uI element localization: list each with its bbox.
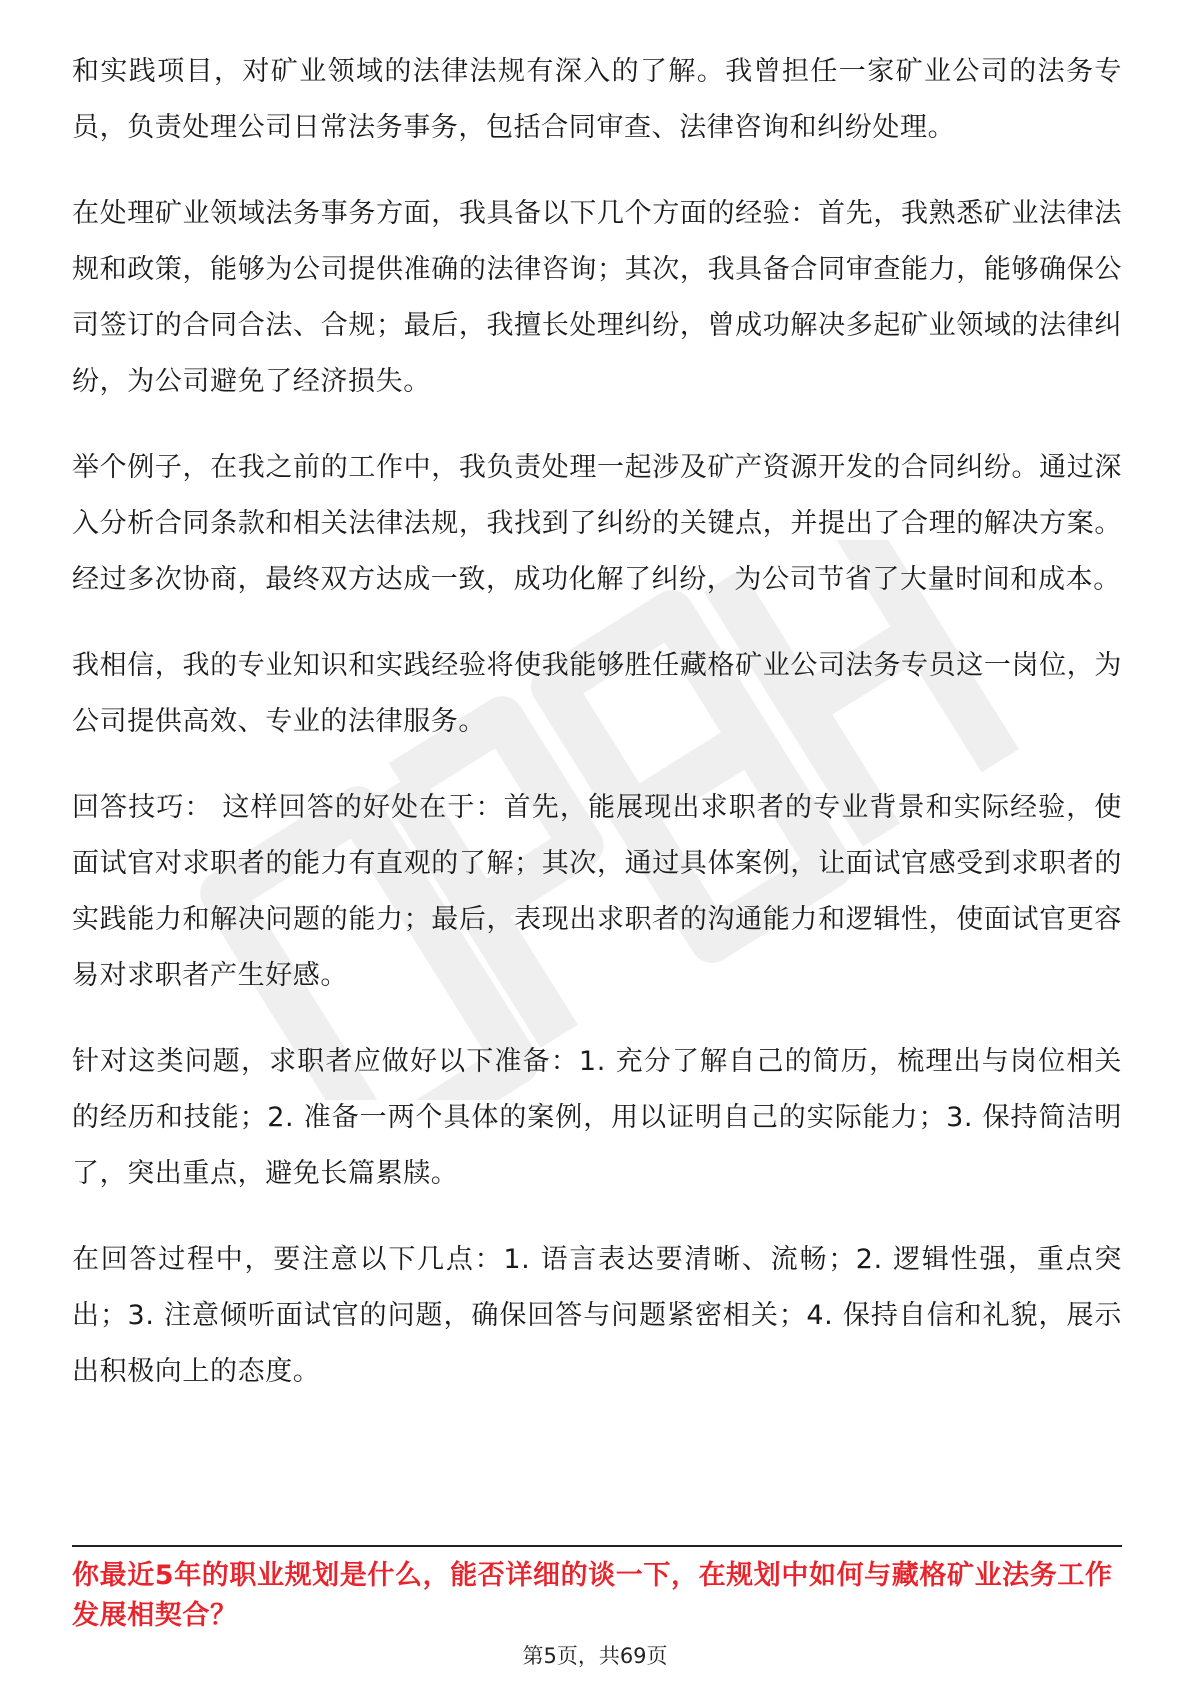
page-number: 第5页，共69页 [522, 1644, 668, 1668]
paragraph-attention-points: 在回答过程中，要注意以下几点：1. 语言表达要清晰、流畅；2. 逻辑性强，重点突出；3. 注意倾听面试官的问题，确保回答与问题紧密相关；4. 保持自信和礼貌，展示出积极向上的态度。 [72, 1244, 1122, 1387]
section-divider [72, 1545, 1122, 1547]
paragraph-conclusion: 我相信，我的专业知识和实践经验将使我能够胜任藏格矿业公司法务专员这一岗位，为公司提供高效、专业的法律服务。 [72, 650, 1122, 737]
main-content [72, 44, 1122, 1430]
paragraph-experience-intro: 和实践项目，对矿业领域的法律法规有深入的了解。我曾担任一家矿业公司的法务专员，负责处理公司日常法务事务，包括合同审查、法律咨询和纠纷处理。 [72, 56, 1122, 143]
paragraph-preparation: 针对这类问题，求职者应做好以下准备：1. 充分了解自己的简历，梳理出与岗位相关的经历和技能；2. 准备一两个具体的案例，用以证明自己的实际能力；3. 保持简洁明了，突出重点，避免长篇累牍。 [72, 1046, 1122, 1189]
paragraph-example-case: 举个例子，在我之前的工作中，我负责处理一起涉及矿产资源开发的合同纠纷。通过深入分析合同条款和相关法律法规，我找到了纠纷的关键点，并提出了合理的解决方案。经过多次协商，最终双方达成一致，成功化解了纠纷，为公司节省了大量时间和成本。 [72, 452, 1122, 595]
paragraph-answer-tips: 回答技巧： 这样回答的好处在于：首先，能展现出求职者的专业背景和实际经验，使面试官对求职者的能力有直观的了解；其次，通过具体案例，让面试官感受到求职者的实践能力和解决问题的能力；最后，表现出求职者的沟通能力和逻辑性，使面试官更容易对求职者产生好感。 [72, 792, 1122, 991]
paragraph-legal-experience: 在处理矿业领域法务事务方面，我具备以下几个方面的经验：首先，我熟悉矿业法律法规和政策，能够为公司提供准确的法律咨询；其次，我具备合同审查能力，能够确保公司签订的合同合法、合规；最后，我擅长处理纠纷，曾成功解决多起矿业领域的法律纠纷，为公司避免了经济损失。 [72, 198, 1122, 397]
next-question-heading: 你最近5年的职业规划是什么，能否详细的谈一下，在规划中如何与藏格矿业法务工作发展相契合？ [72, 1560, 1113, 1631]
